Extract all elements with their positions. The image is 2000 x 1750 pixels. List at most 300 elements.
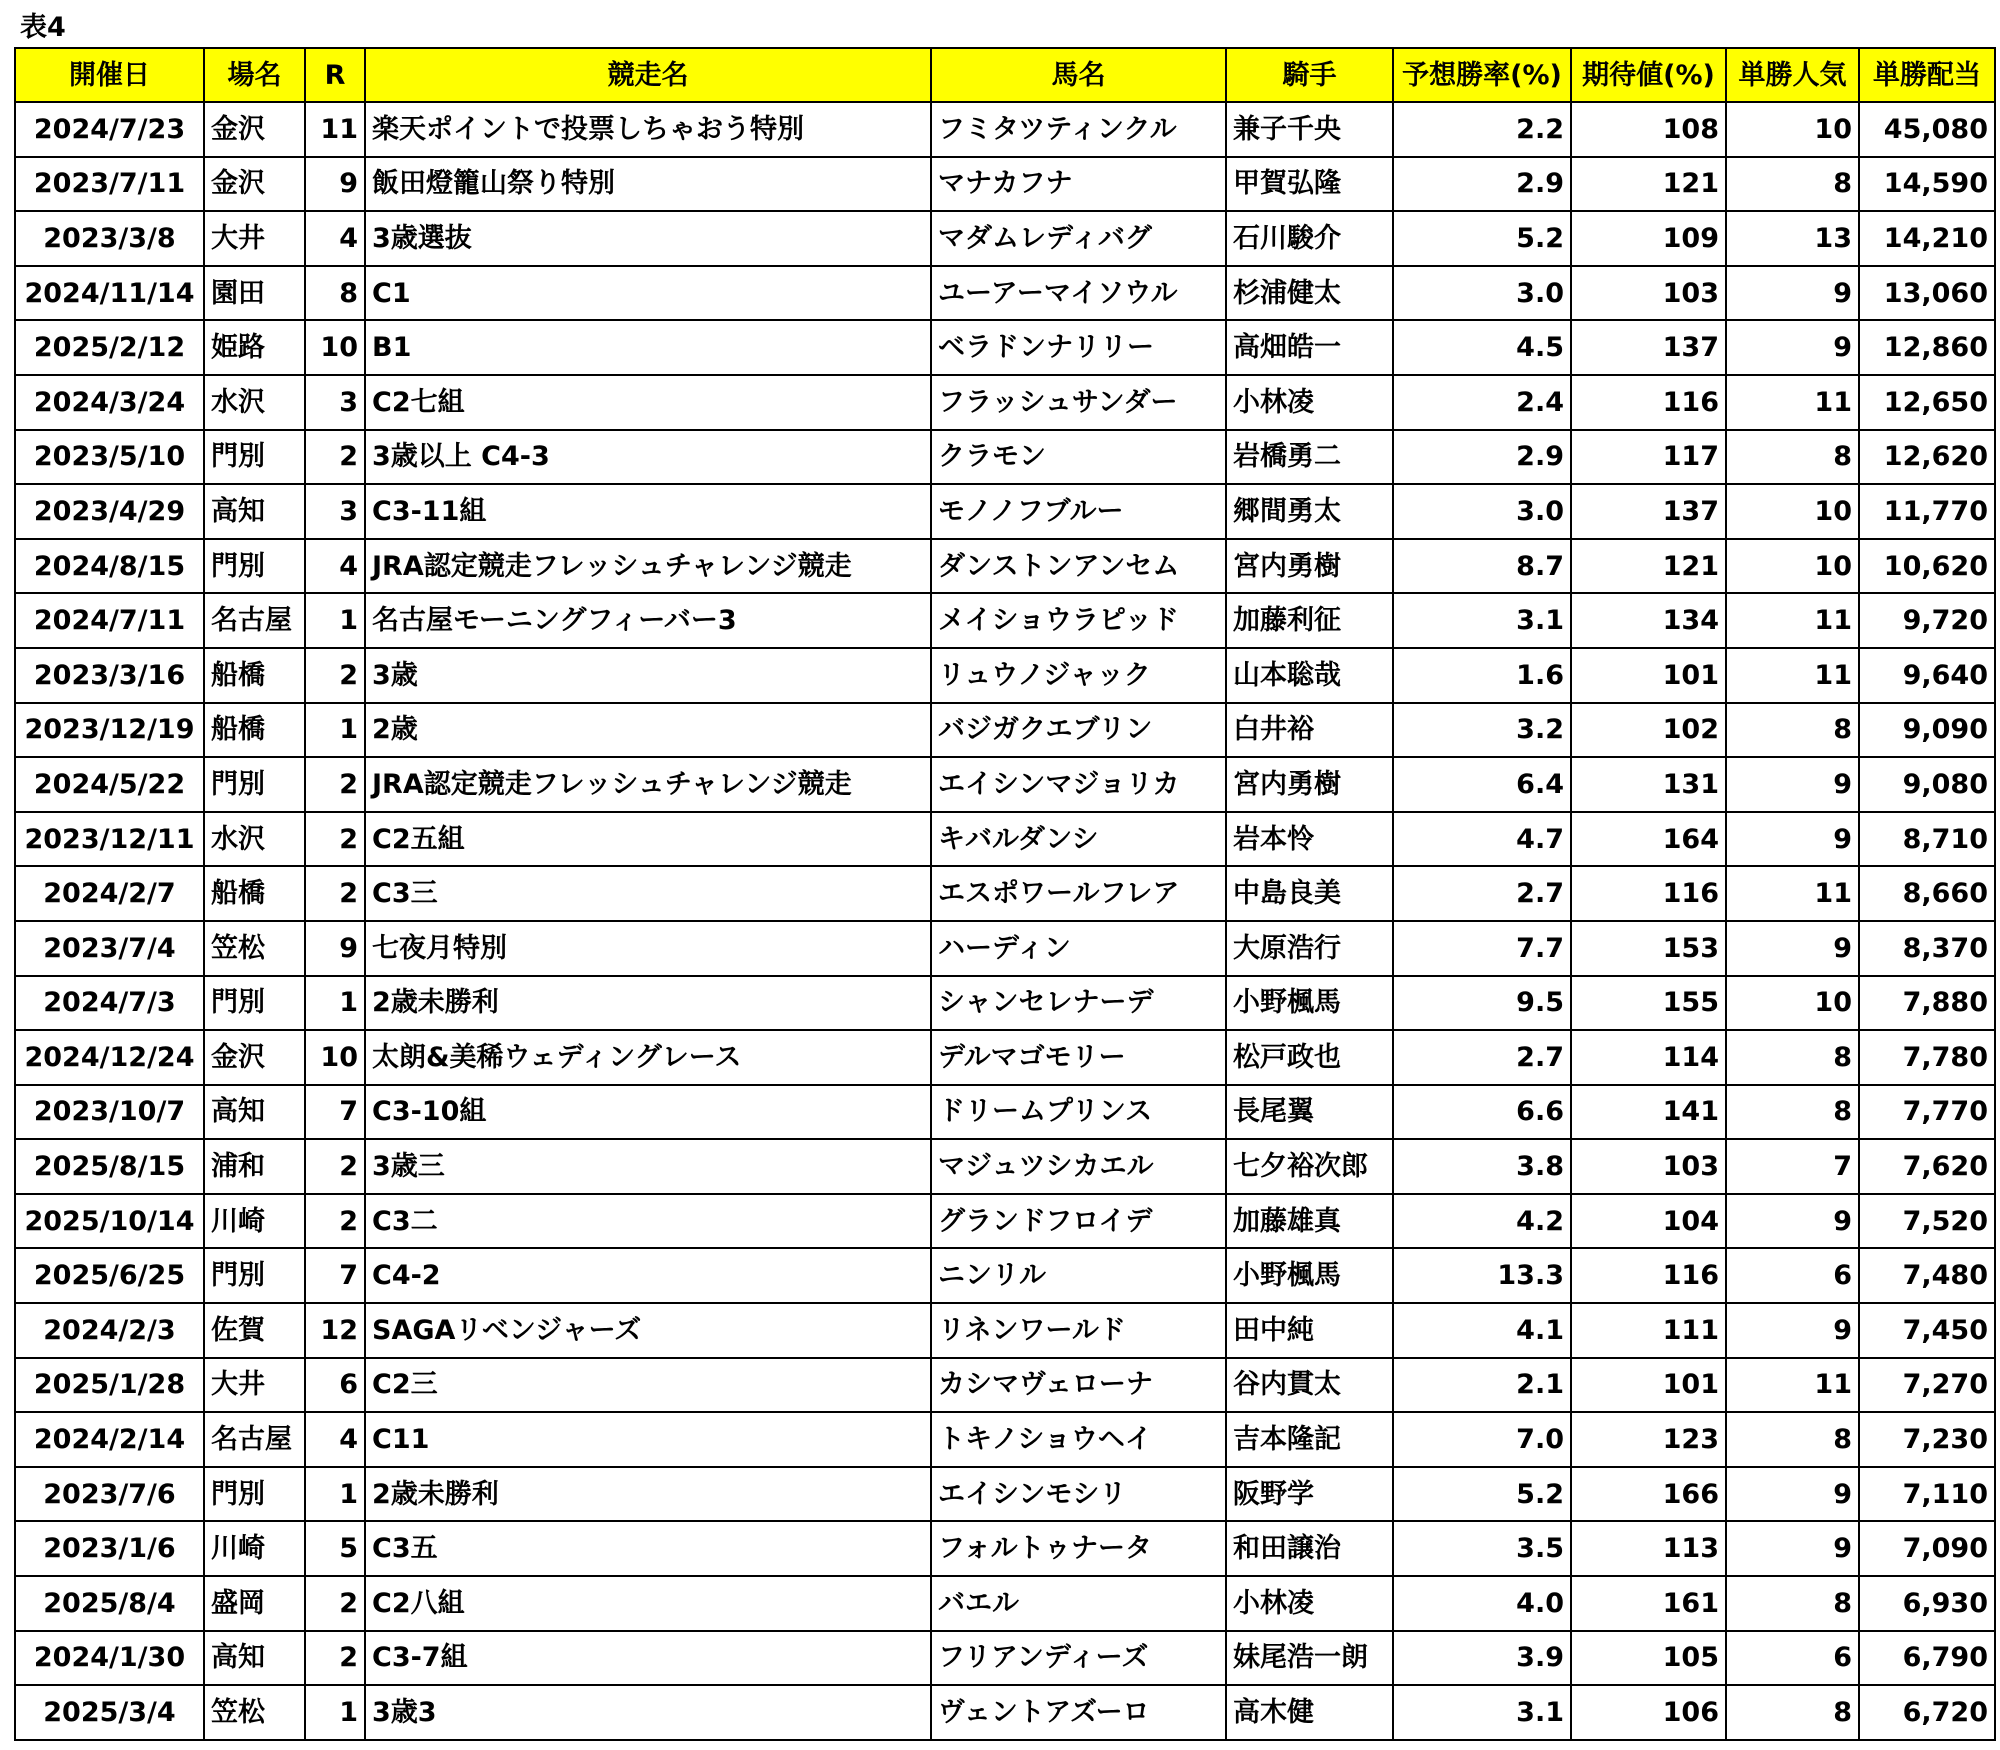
horse-cell: リネンワールド: [931, 1303, 1226, 1358]
win-rate-cell: 4.7: [1393, 812, 1571, 867]
table-row: [15, 757, 1995, 812]
race-number-cell: 7: [305, 1248, 365, 1303]
table-row: [15, 976, 1995, 1031]
race-name-cell: C4-2: [365, 1248, 931, 1303]
date-cell: 2023/5/10: [15, 430, 204, 485]
race-name-cell: 3歳選抜: [365, 211, 931, 266]
header-win-rate: 予想勝率(%): [1393, 48, 1571, 102]
venue-cell: 門別: [204, 757, 305, 812]
popularity-cell: 11: [1726, 593, 1859, 648]
win-rate-cell: 6.4: [1393, 757, 1571, 812]
race-name-cell: C2三: [365, 1358, 931, 1413]
table-row: [15, 157, 1995, 212]
expected-value-cell: 121: [1571, 539, 1726, 594]
expected-value-cell: 101: [1571, 648, 1726, 703]
date-cell: 2023/12/19: [15, 703, 204, 758]
horse-cell: クラモン: [931, 430, 1226, 485]
horse-cell: ダンストンアンセム: [931, 539, 1226, 594]
race-name-cell: C3-7組: [365, 1631, 931, 1686]
expected-value-cell: 103: [1571, 266, 1726, 321]
popularity-cell: 11: [1726, 375, 1859, 430]
popularity-cell: 8: [1726, 1576, 1859, 1631]
date-cell: 2024/11/14: [15, 266, 204, 321]
horse-cell: マダムレディバグ: [931, 211, 1226, 266]
table-row: [15, 211, 1995, 266]
expected-value-cell: 101: [1571, 1358, 1726, 1413]
jockey-cell: 田中純: [1226, 1303, 1393, 1358]
venue-cell: 門別: [204, 1248, 305, 1303]
win-rate-cell: 7.0: [1393, 1412, 1571, 1467]
win-rate-cell: 3.0: [1393, 266, 1571, 321]
win-rate-cell: 2.1: [1393, 1358, 1571, 1413]
win-rate-cell: 8.7: [1393, 539, 1571, 594]
jockey-cell: 高畑皓一: [1226, 320, 1393, 375]
expected-value-cell: 102: [1571, 703, 1726, 758]
date-cell: 2023/7/11: [15, 157, 204, 212]
race-number-cell: 2: [305, 1576, 365, 1631]
venue-cell: 水沢: [204, 375, 305, 430]
race-number-cell: 2: [305, 1631, 365, 1686]
table-row: [15, 648, 1995, 703]
payout-cell: 7,520: [1859, 1194, 1995, 1249]
horse-cell: フリアンディーズ: [931, 1631, 1226, 1686]
race-number-cell: 1: [305, 703, 365, 758]
race-name-cell: 七夜月特別: [365, 921, 931, 976]
expected-value-cell: 114: [1571, 1030, 1726, 1085]
payout-cell: 6,790: [1859, 1631, 1995, 1686]
horse-cell: マジュツシカエル: [931, 1139, 1226, 1194]
popularity-cell: 7: [1726, 1139, 1859, 1194]
table-row: [15, 593, 1995, 648]
win-rate-cell: 3.2: [1393, 703, 1571, 758]
expected-value-cell: 123: [1571, 1412, 1726, 1467]
jockey-cell: 杉浦健太: [1226, 266, 1393, 321]
race-name-cell: C3三: [365, 866, 931, 921]
date-cell: 2024/2/14: [15, 1412, 204, 1467]
jockey-cell: 兼子千央: [1226, 102, 1393, 157]
jockey-cell: 加藤雄真: [1226, 1194, 1393, 1249]
venue-cell: 船橋: [204, 648, 305, 703]
payout-cell: 11,770: [1859, 484, 1995, 539]
venue-cell: 高知: [204, 484, 305, 539]
popularity-cell: 11: [1726, 648, 1859, 703]
race-name-cell: B1: [365, 320, 931, 375]
table-row: [15, 539, 1995, 594]
popularity-cell: 10: [1726, 976, 1859, 1031]
venue-cell: 金沢: [204, 157, 305, 212]
payout-cell: 7,770: [1859, 1085, 1995, 1140]
popularity-cell: 6: [1726, 1631, 1859, 1686]
venue-cell: 船橋: [204, 866, 305, 921]
jockey-cell: 小野楓馬: [1226, 1248, 1393, 1303]
race-number-cell: 4: [305, 539, 365, 594]
race-name-cell: 3歳三: [365, 1139, 931, 1194]
table-body: [15, 102, 1995, 1740]
venue-cell: 川崎: [204, 1521, 305, 1576]
payout-cell: 6,720: [1859, 1685, 1995, 1740]
date-cell: 2024/5/22: [15, 757, 204, 812]
payout-cell: 7,620: [1859, 1139, 1995, 1194]
expected-value-cell: 111: [1571, 1303, 1726, 1358]
horse-cell: シャンセレナーデ: [931, 976, 1226, 1031]
jockey-cell: 石川駿介: [1226, 211, 1393, 266]
race-name-cell: C1: [365, 266, 931, 321]
expected-value-cell: 153: [1571, 921, 1726, 976]
jockey-cell: 小林凌: [1226, 1576, 1393, 1631]
race-name-cell: 飯田燈籠山祭り特別: [365, 157, 931, 212]
win-rate-cell: 2.9: [1393, 430, 1571, 485]
date-cell: 2024/2/7: [15, 866, 204, 921]
popularity-cell: 9: [1726, 757, 1859, 812]
header-horse: 馬名: [931, 48, 1226, 102]
jockey-cell: 甲賀弘隆: [1226, 157, 1393, 212]
payout-cell: 7,110: [1859, 1467, 1995, 1522]
jockey-cell: 郷間勇太: [1226, 484, 1393, 539]
popularity-cell: 13: [1726, 211, 1859, 266]
popularity-cell: 10: [1726, 484, 1859, 539]
table-row: [15, 430, 1995, 485]
expected-value-cell: 166: [1571, 1467, 1726, 1522]
date-cell: 2025/10/14: [15, 1194, 204, 1249]
table-row: [15, 812, 1995, 867]
table-row: [15, 703, 1995, 758]
jockey-cell: 岩橋勇二: [1226, 430, 1393, 485]
race-name-cell: C3五: [365, 1521, 931, 1576]
horse-cell: フラッシュサンダー: [931, 375, 1226, 430]
expected-value-cell: 109: [1571, 211, 1726, 266]
popularity-cell: 11: [1726, 866, 1859, 921]
expected-value-cell: 113: [1571, 1521, 1726, 1576]
date-cell: 2023/3/16: [15, 648, 204, 703]
race-name-cell: 2歳未勝利: [365, 976, 931, 1031]
race-name-cell: 名古屋モーニングフィーバー3: [365, 593, 931, 648]
payout-cell: 8,660: [1859, 866, 1995, 921]
payout-cell: 7,270: [1859, 1358, 1995, 1413]
table-row: [15, 375, 1995, 430]
header-jockey: 騎手: [1226, 48, 1393, 102]
race-number-cell: 2: [305, 1194, 365, 1249]
race-number-cell: 7: [305, 1085, 365, 1140]
jockey-cell: 中島良美: [1226, 866, 1393, 921]
popularity-cell: 8: [1726, 1030, 1859, 1085]
popularity-cell: 9: [1726, 320, 1859, 375]
popularity-cell: 11: [1726, 1358, 1859, 1413]
race-number-cell: 2: [305, 430, 365, 485]
payout-cell: 9,080: [1859, 757, 1995, 812]
race-name-cell: 3歳: [365, 648, 931, 703]
win-rate-cell: 3.5: [1393, 1521, 1571, 1576]
payout-cell: 14,590: [1859, 157, 1995, 212]
horse-cell: グランドフロイデ: [931, 1194, 1226, 1249]
popularity-cell: 8: [1726, 157, 1859, 212]
expected-value-cell: 116: [1571, 866, 1726, 921]
payout-cell: 13,060: [1859, 266, 1995, 321]
expected-value-cell: 105: [1571, 1631, 1726, 1686]
jockey-cell: 七夕裕次郎: [1226, 1139, 1393, 1194]
table-row: [15, 484, 1995, 539]
date-cell: 2023/7/6: [15, 1467, 204, 1522]
race-number-cell: 8: [305, 266, 365, 321]
expected-value-cell: 103: [1571, 1139, 1726, 1194]
expected-value-cell: 134: [1571, 593, 1726, 648]
payout-cell: 7,450: [1859, 1303, 1995, 1358]
popularity-cell: 9: [1726, 1467, 1859, 1522]
win-rate-cell: 3.9: [1393, 1631, 1571, 1686]
payout-cell: 14,210: [1859, 211, 1995, 266]
date-cell: 2024/8/15: [15, 539, 204, 594]
header-race-number: R: [305, 48, 365, 102]
table-row: [15, 102, 1995, 157]
race-number-cell: 2: [305, 866, 365, 921]
race-name-cell: C3-11組: [365, 484, 931, 539]
horse-cell: メイショウラピッド: [931, 593, 1226, 648]
table-caption: 表4: [20, 12, 66, 43]
table-row: [15, 1085, 1995, 1140]
jockey-cell: 妹尾浩一朗: [1226, 1631, 1393, 1686]
win-rate-cell: 2.7: [1393, 866, 1571, 921]
horse-cell: ドリームプリンス: [931, 1085, 1226, 1140]
race-number-cell: 11: [305, 102, 365, 157]
horse-cell: カシマヴェローナ: [931, 1358, 1226, 1413]
jockey-cell: 長尾翼: [1226, 1085, 1393, 1140]
race-name-cell: C2八組: [365, 1576, 931, 1631]
expected-value-cell: 141: [1571, 1085, 1726, 1140]
race-name-cell: JRA認定競走フレッシュチャレンジ競走: [365, 539, 931, 594]
horse-cell: フォルトゥナータ: [931, 1521, 1226, 1576]
date-cell: 2024/7/3: [15, 976, 204, 1031]
horse-cell: エイシンマジョリカ: [931, 757, 1226, 812]
race-number-cell: 10: [305, 320, 365, 375]
jockey-cell: 大原浩行: [1226, 921, 1393, 976]
date-cell: 2023/4/29: [15, 484, 204, 539]
payout-cell: 7,880: [1859, 976, 1995, 1031]
venue-cell: 金沢: [204, 102, 305, 157]
venue-cell: 門別: [204, 976, 305, 1031]
table-row: [15, 1631, 1995, 1686]
date-cell: 2023/3/8: [15, 211, 204, 266]
venue-cell: 川崎: [204, 1194, 305, 1249]
expected-value-cell: 137: [1571, 484, 1726, 539]
win-rate-cell: 2.4: [1393, 375, 1571, 430]
date-cell: 2025/8/4: [15, 1576, 204, 1631]
win-rate-cell: 2.9: [1393, 157, 1571, 212]
payout-cell: 45,080: [1859, 102, 1995, 157]
horse-cell: ユーアーマイソウル: [931, 266, 1226, 321]
race-name-cell: C2七組: [365, 375, 931, 430]
race-number-cell: 4: [305, 211, 365, 266]
jockey-cell: 阪野学: [1226, 1467, 1393, 1522]
horse-cell: デルマゴモリー: [931, 1030, 1226, 1085]
race-number-cell: 4: [305, 1412, 365, 1467]
win-rate-cell: 3.1: [1393, 1685, 1571, 1740]
race-number-cell: 3: [305, 375, 365, 430]
race-name-cell: C3二: [365, 1194, 931, 1249]
table-row: [15, 1303, 1995, 1358]
venue-cell: 金沢: [204, 1030, 305, 1085]
venue-cell: 大井: [204, 1358, 305, 1413]
win-rate-cell: 4.5: [1393, 320, 1571, 375]
jockey-cell: 松戸政也: [1226, 1030, 1393, 1085]
win-rate-cell: 2.7: [1393, 1030, 1571, 1085]
date-cell: 2025/2/12: [15, 320, 204, 375]
venue-cell: 水沢: [204, 812, 305, 867]
expected-value-cell: 121: [1571, 157, 1726, 212]
race-name-cell: 太朗&美稀ウェディングレース: [365, 1030, 931, 1085]
race-number-cell: 9: [305, 921, 365, 976]
popularity-cell: 10: [1726, 539, 1859, 594]
venue-cell: 門別: [204, 430, 305, 485]
race-number-cell: 2: [305, 1139, 365, 1194]
expected-value-cell: 116: [1571, 1248, 1726, 1303]
win-rate-cell: 3.1: [1393, 593, 1571, 648]
date-cell: 2023/1/6: [15, 1521, 204, 1576]
race-name-cell: SAGAリベンジャーズ: [365, 1303, 931, 1358]
table-row: [15, 1030, 1995, 1085]
race-number-cell: 1: [305, 976, 365, 1031]
payout-cell: 12,650: [1859, 375, 1995, 430]
payout-cell: 12,620: [1859, 430, 1995, 485]
venue-cell: 名古屋: [204, 593, 305, 648]
date-cell: 2025/1/28: [15, 1358, 204, 1413]
date-cell: 2025/6/25: [15, 1248, 204, 1303]
payout-cell: 9,090: [1859, 703, 1995, 758]
payout-cell: 12,860: [1859, 320, 1995, 375]
date-cell: 2025/8/15: [15, 1139, 204, 1194]
jockey-cell: 宮内勇樹: [1226, 539, 1393, 594]
win-rate-cell: 6.6: [1393, 1085, 1571, 1140]
horse-cell: エスポワールフレア: [931, 866, 1226, 921]
horse-cell: ニンリル: [931, 1248, 1226, 1303]
popularity-cell: 9: [1726, 812, 1859, 867]
expected-value-cell: 131: [1571, 757, 1726, 812]
table-row: [15, 1248, 1995, 1303]
payout-cell: 8,370: [1859, 921, 1995, 976]
win-rate-cell: 2.2: [1393, 102, 1571, 157]
popularity-cell: 9: [1726, 266, 1859, 321]
win-rate-cell: 7.7: [1393, 921, 1571, 976]
payout-cell: 6,930: [1859, 1576, 1995, 1631]
jockey-cell: 加藤利征: [1226, 593, 1393, 648]
horse-cell: ベラドンナリリー: [931, 320, 1226, 375]
table-row: [15, 1685, 1995, 1740]
expected-value-cell: 104: [1571, 1194, 1726, 1249]
payout-cell: 7,480: [1859, 1248, 1995, 1303]
venue-cell: 笠松: [204, 1685, 305, 1740]
jockey-cell: 宮内勇樹: [1226, 757, 1393, 812]
win-rate-cell: 3.8: [1393, 1139, 1571, 1194]
header-date: 開催日: [15, 48, 204, 102]
payout-cell: 10,620: [1859, 539, 1995, 594]
horse-cell: バジガクエブリン: [931, 703, 1226, 758]
popularity-cell: 8: [1726, 430, 1859, 485]
payout-cell: 8,710: [1859, 812, 1995, 867]
popularity-cell: 8: [1726, 1412, 1859, 1467]
race-number-cell: 1: [305, 593, 365, 648]
race-name-cell: C3-10組: [365, 1085, 931, 1140]
race-number-cell: 3: [305, 484, 365, 539]
win-rate-cell: 3.0: [1393, 484, 1571, 539]
payout-cell: 7,090: [1859, 1521, 1995, 1576]
horse-cell: フミタツティンクル: [931, 102, 1226, 157]
expected-value-cell: 155: [1571, 976, 1726, 1031]
date-cell: 2024/3/24: [15, 375, 204, 430]
win-rate-cell: 4.1: [1393, 1303, 1571, 1358]
race-number-cell: 2: [305, 757, 365, 812]
venue-cell: 高知: [204, 1631, 305, 1686]
venue-cell: 笠松: [204, 921, 305, 976]
race-name-cell: 2歳: [365, 703, 931, 758]
venue-cell: 浦和: [204, 1139, 305, 1194]
horse-cell: トキノショウヘイ: [931, 1412, 1226, 1467]
header-race-name: 競走名: [365, 48, 931, 102]
race-number-cell: 10: [305, 1030, 365, 1085]
venue-cell: 園田: [204, 266, 305, 321]
race-name-cell: C2五組: [365, 812, 931, 867]
popularity-cell: 10: [1726, 102, 1859, 157]
popularity-cell: 9: [1726, 1303, 1859, 1358]
race-name-cell: 楽天ポイントで投票しちゃおう特別: [365, 102, 931, 157]
race-name-cell: 3歳以上 C4-3: [365, 430, 931, 485]
jockey-cell: 小林凌: [1226, 375, 1393, 430]
payout-cell: 7,780: [1859, 1030, 1995, 1085]
horse-cell: モノノフブルー: [931, 484, 1226, 539]
race-number-cell: 2: [305, 812, 365, 867]
race-number-cell: 5: [305, 1521, 365, 1576]
popularity-cell: 8: [1726, 1085, 1859, 1140]
win-rate-cell: 5.2: [1393, 211, 1571, 266]
table-row: [15, 1358, 1995, 1413]
table-row: [15, 320, 1995, 375]
expected-value-cell: 161: [1571, 1576, 1726, 1631]
table-row: [15, 1194, 1995, 1249]
venue-cell: 門別: [204, 539, 305, 594]
table-row: [15, 1412, 1995, 1467]
jockey-cell: 岩本怜: [1226, 812, 1393, 867]
header-expected-value: 期待値(%): [1571, 48, 1726, 102]
popularity-cell: 9: [1726, 1194, 1859, 1249]
popularity-cell: 6: [1726, 1248, 1859, 1303]
race-name-cell: JRA認定競走フレッシュチャレンジ競走: [365, 757, 931, 812]
jockey-cell: 高木健: [1226, 1685, 1393, 1740]
horse-cell: ヴェントアズーロ: [931, 1685, 1226, 1740]
popularity-cell: 8: [1726, 703, 1859, 758]
table-row: [15, 1467, 1995, 1522]
horse-cell: マナカフナ: [931, 157, 1226, 212]
venue-cell: 船橋: [204, 703, 305, 758]
expected-value-cell: 106: [1571, 1685, 1726, 1740]
table-row: [15, 866, 1995, 921]
header-payout: 単勝配当: [1859, 48, 1995, 102]
jockey-cell: 小野楓馬: [1226, 976, 1393, 1031]
payout-cell: 7,230: [1859, 1412, 1995, 1467]
expected-value-cell: 116: [1571, 375, 1726, 430]
venue-cell: 姫路: [204, 320, 305, 375]
race-number-cell: 9: [305, 157, 365, 212]
race-name-cell: 3歳3: [365, 1685, 931, 1740]
date-cell: 2023/10/7: [15, 1085, 204, 1140]
win-rate-cell: 9.5: [1393, 976, 1571, 1031]
horse-cell: エイシンモシリ: [931, 1467, 1226, 1522]
header-row: [15, 48, 1995, 102]
popularity-cell: 9: [1726, 1521, 1859, 1576]
win-rate-cell: 4.0: [1393, 1576, 1571, 1631]
date-cell: 2023/12/11: [15, 812, 204, 867]
date-cell: 2023/7/4: [15, 921, 204, 976]
win-rate-cell: 5.2: [1393, 1467, 1571, 1522]
date-cell: 2024/7/23: [15, 102, 204, 157]
race-number-cell: 1: [305, 1467, 365, 1522]
results-table: [14, 47, 1996, 1741]
